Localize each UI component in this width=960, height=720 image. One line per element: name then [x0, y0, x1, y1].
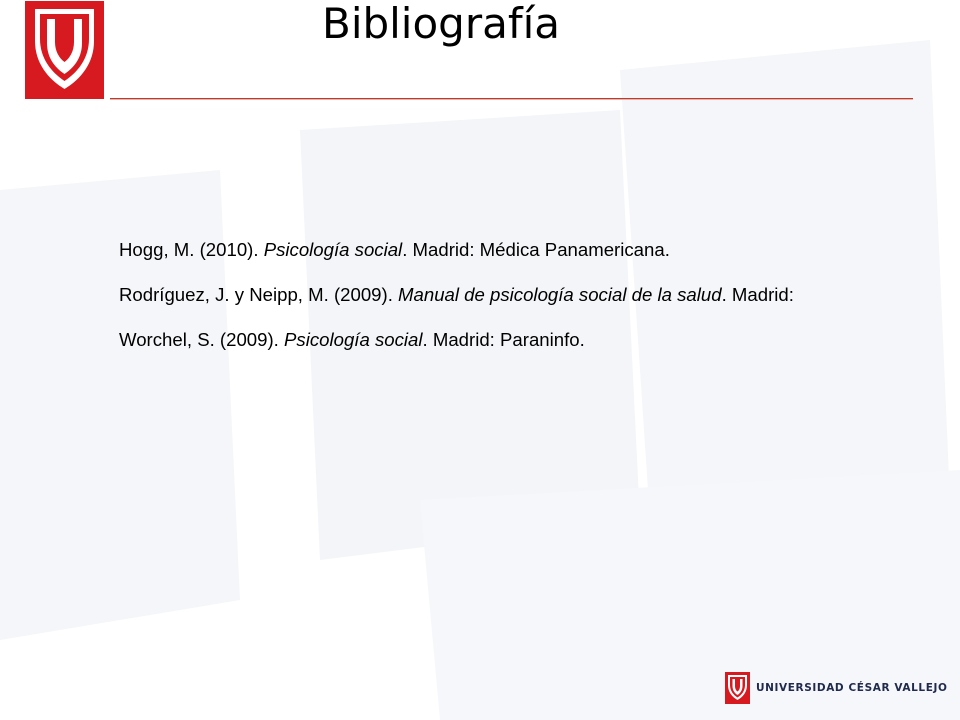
ucv-shield-icon — [725, 672, 750, 704]
reference-author-year: Worchel, S. (2009). — [119, 329, 285, 350]
footer-institution-name: UNIVERSIDAD CÉSAR VALLEJO — [756, 682, 948, 694]
reference-item — [119, 281, 868, 308]
ucv-shield-icon — [25, 1, 104, 99]
title-divider — [110, 98, 913, 99]
reference-work-title: Psicología social — [263, 239, 403, 260]
reference-work-title: Psicología social — [284, 329, 423, 350]
references-list — [119, 236, 868, 371]
reference-author-year: Hogg, M. (2010). — [119, 239, 264, 260]
reference-author-year: Rodríguez, J. y Neipp, M. (2009). — [119, 284, 399, 305]
reference-publisher: . Madrid: Médica Panamericana. — [402, 239, 670, 260]
reference-work-title: Manual de psicología social de la salud — [398, 284, 722, 305]
reference-publisher: . Madrid: Paraninfo. — [422, 329, 585, 350]
slide-title: Bibliografía — [322, 0, 561, 48]
reference-item — [119, 236, 868, 263]
reference-publisher: . Madrid: — [721, 284, 794, 305]
footer-logo — [725, 672, 948, 704]
reference-item — [119, 326, 868, 353]
